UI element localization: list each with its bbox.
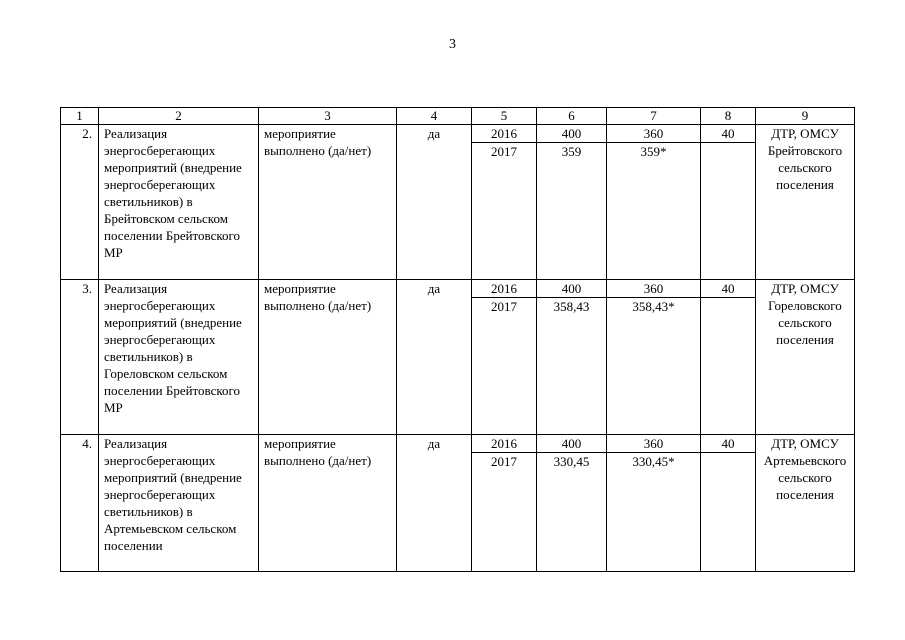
amount-local <box>701 143 756 280</box>
amount-total: 330,45 <box>537 453 607 572</box>
year-cell: 2017 <box>472 298 537 435</box>
amount-local: 40 <box>701 435 756 453</box>
indicator: мероприятие выполнено (да/нет) <box>259 125 397 280</box>
row-number: 2. <box>61 125 99 280</box>
indicator: мероприятие выполнено (да/нет) <box>259 435 397 572</box>
row-number: 3. <box>61 280 99 435</box>
page-number: 3 <box>449 37 456 52</box>
year-cell: 2017 <box>472 453 537 572</box>
header-cell: 2 <box>99 108 259 125</box>
row-number: 4. <box>61 435 99 572</box>
header-cell: 3 <box>259 108 397 125</box>
table-row <box>61 435 855 453</box>
header-row <box>61 108 855 125</box>
amount-regional: 360 <box>607 435 701 453</box>
table-row <box>61 125 855 143</box>
table-row <box>61 280 855 298</box>
amount-local: 40 <box>701 125 756 143</box>
amount-regional: 330,45* <box>607 453 701 572</box>
amount-regional: 360 <box>607 280 701 298</box>
target-value: да <box>397 125 472 280</box>
amount-total: 400 <box>537 280 607 298</box>
amount-regional: 359* <box>607 143 701 280</box>
measure-name: Реализация энергосберегающих мероприятий (внедрение энергосберегающих светильников) в Артемьевском сельском поселении <box>99 435 259 572</box>
header-cell: 1 <box>61 108 99 125</box>
amount-total: 400 <box>537 125 607 143</box>
year-cell: 2016 <box>472 280 537 298</box>
measure-name: Реализация энергосберегающих мероприятий (внедрение энергосберегающих светильников) в Брейтовском сельском поселении Брейтовского МР <box>99 125 259 280</box>
amount-local <box>701 453 756 572</box>
header-cell: 5 <box>472 108 537 125</box>
target-value: да <box>397 435 472 572</box>
executor: ДТР, ОМСУ Артемьевского сельского поселения <box>756 435 855 572</box>
amount-regional: 358,43* <box>607 298 701 435</box>
indicator: мероприятие выполнено (да/нет) <box>259 280 397 435</box>
executor: ДТР, ОМСУ Брейтовского сельского поселения <box>756 125 855 280</box>
header-cell: 4 <box>397 108 472 125</box>
header-cell: 7 <box>607 108 701 125</box>
executor: ДТР, ОМСУ Гореловского сельского поселения <box>756 280 855 435</box>
year-cell: 2016 <box>472 435 537 453</box>
amount-local <box>701 298 756 435</box>
amount-local: 40 <box>701 280 756 298</box>
amount-total: 400 <box>537 435 607 453</box>
amount-regional: 360 <box>607 125 701 143</box>
data-table <box>60 107 855 572</box>
header-cell: 8 <box>701 108 756 125</box>
amount-total: 359 <box>537 143 607 280</box>
amount-total: 358,43 <box>537 298 607 435</box>
target-value: да <box>397 280 472 435</box>
measure-name: Реализация энергосберегающих мероприятий (внедрение энергосберегающих светильников) в Гореловском сельском поселении Брейтовского МР <box>99 280 259 435</box>
header-cell: 6 <box>537 108 607 125</box>
year-cell: 2017 <box>472 143 537 280</box>
year-cell: 2016 <box>472 125 537 143</box>
header-cell: 9 <box>756 108 855 125</box>
